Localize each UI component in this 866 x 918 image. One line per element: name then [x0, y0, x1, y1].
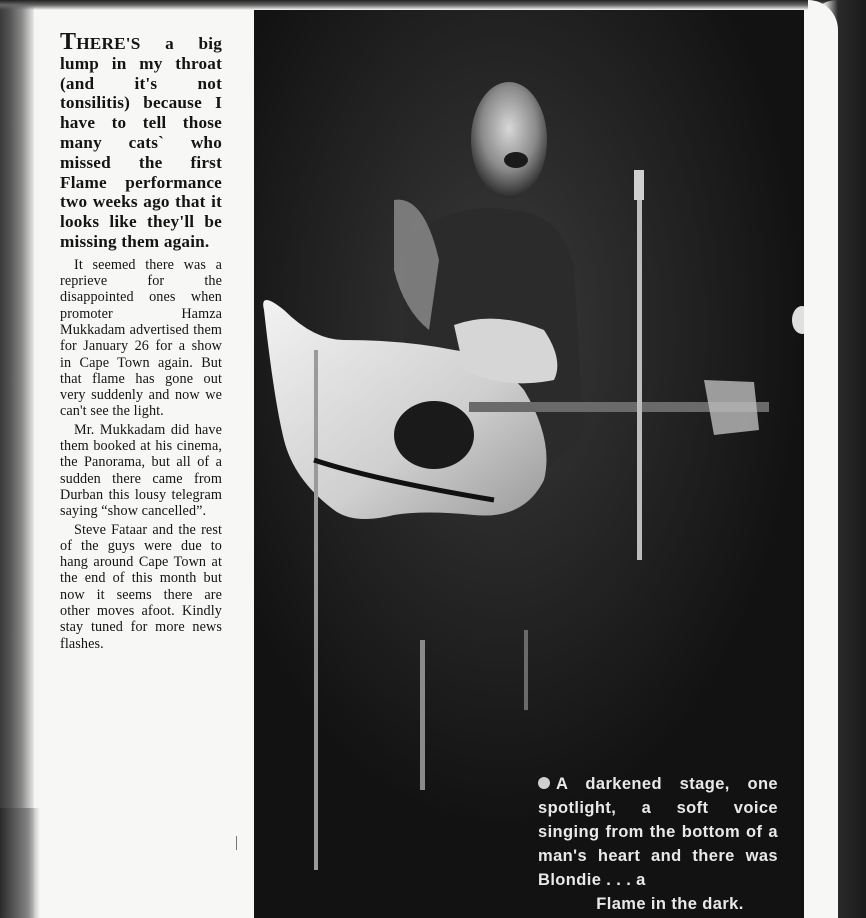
article-paragraph: Mr. Mukkadam did have them booked at his cinema, the Panorama, but all of a sudden there came from Durban this lousy telegram saying “show cancelled”.	[60, 421, 222, 520]
scan-edge-top	[0, 0, 866, 10]
bullet-icon	[538, 777, 550, 789]
caption-last-line: Flame in the dark.	[596, 895, 744, 913]
singer-head	[471, 82, 547, 198]
article-column	[60, 29, 222, 654]
article-paragraph: Steve Fataar and the rest of the guys were due to hang around Cape Town at the end of this month but now it seems there are other moves afoot. Kindly stay tuned for more news flashes.	[60, 521, 222, 652]
lead-text: HERE'S a big lump in my throat (and it's not tonsilitis) because I have to tell those many cats` who missed the first Flame performance two weeks ago that it looks like they'll be missing them again.	[60, 34, 222, 251]
scan-edge-left	[0, 0, 34, 918]
column-rule	[236, 836, 237, 850]
article-paragraph: It seemed there was a reprieve for the disappointed ones when promoter Hamza Mukkadam advertised them for January 26 for a show in Cape Town again. But that flame has gone out very suddenly and now we can't see the light.	[60, 256, 222, 420]
scan-paper-corner	[808, 0, 838, 918]
caption-text: A darkened stage, one spotlight, a soft voice singing from the bottom of a man's heart and there was Blondie . . . a	[538, 775, 778, 889]
drop-cap: T	[60, 29, 77, 55]
article-lead	[60, 29, 222, 252]
scan-smudge	[0, 808, 40, 918]
photo-caption	[538, 772, 778, 916]
